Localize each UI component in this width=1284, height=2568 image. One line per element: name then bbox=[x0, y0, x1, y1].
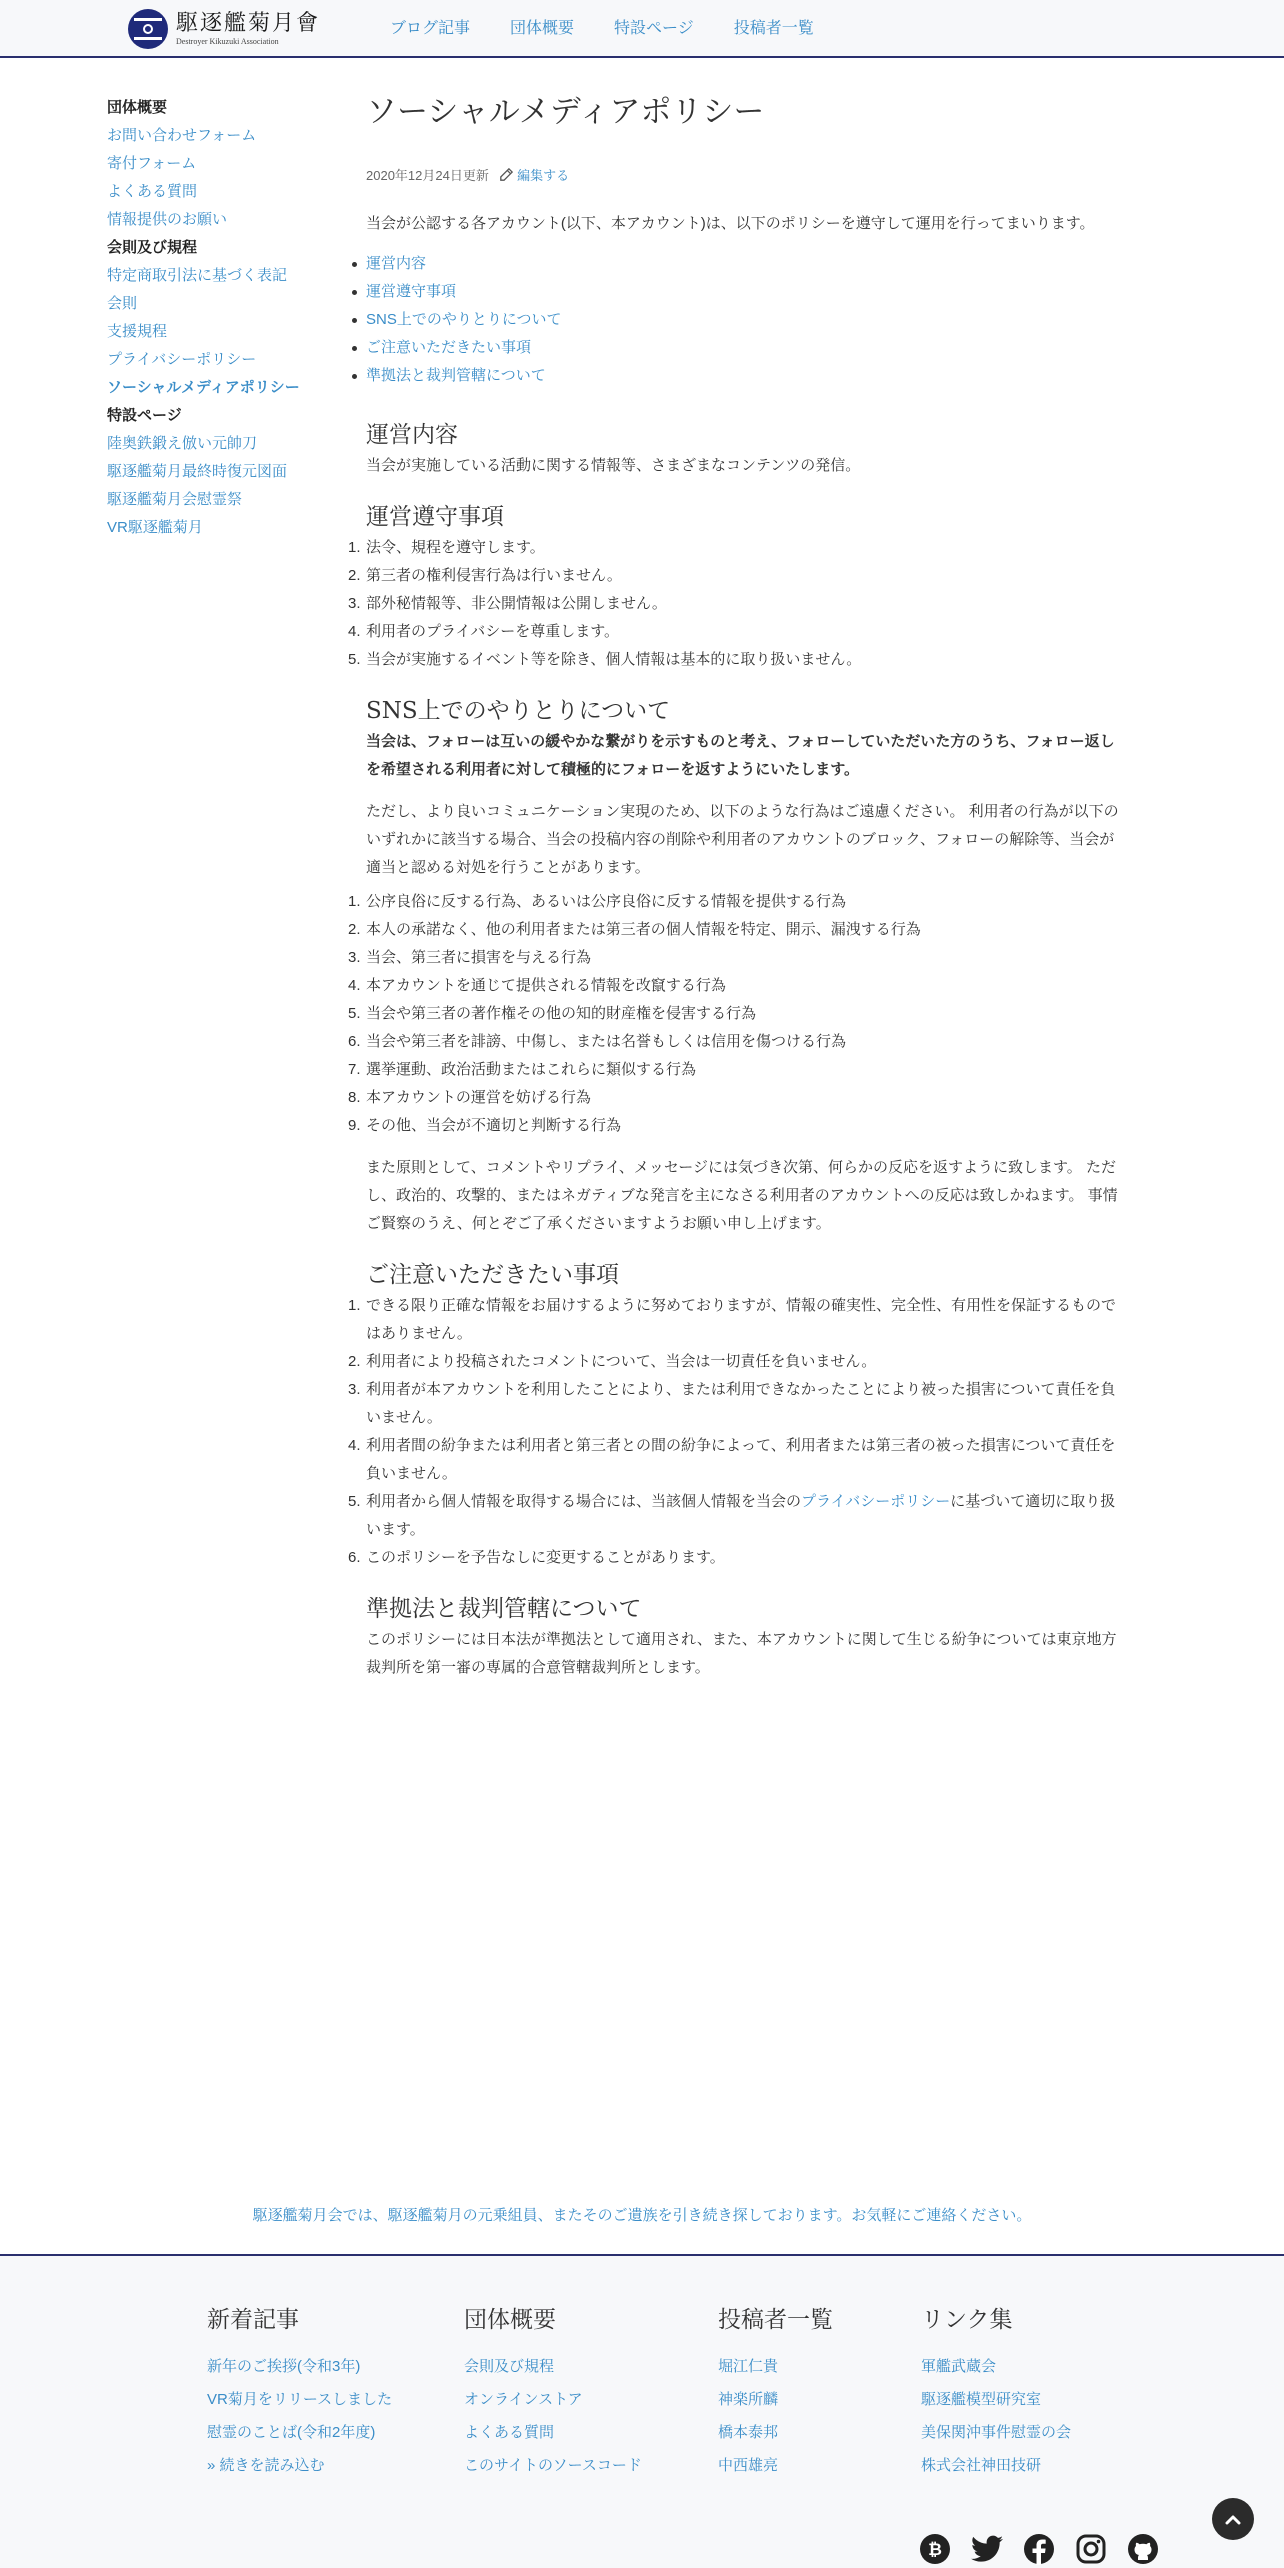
sidebar-item-social-policy[interactable]: ソーシャルメディアポリシー bbox=[107, 379, 300, 396]
list-item: このポリシーを予告なしに変更することがあります。 bbox=[366, 1549, 725, 1566]
footer-col-links bbox=[921, 2304, 1071, 2482]
svg-text:₿: ₿ bbox=[928, 2540, 942, 2560]
toc-item-operation[interactable]: 運営内容 bbox=[366, 255, 427, 272]
list-item: 利用者から個人情報を取得する場合には、当該個人情報を当会のプライバシーポリシーに基づいて適切に取り扱 います。 bbox=[366, 1493, 1116, 1538]
list-item: 本アカウントを通じて提供される情報を改竄する行為 bbox=[366, 977, 726, 994]
scroll-to-top-button[interactable] bbox=[1212, 2498, 1254, 2540]
list-item: 利用者により投稿されたコメントについて、当会は一切責任を負いません。 bbox=[366, 1353, 877, 1370]
list-item: 第三者の権利侵害行為は行いません。 bbox=[366, 567, 622, 584]
list-item: 利用者のプライバシーを尊重します。 bbox=[366, 623, 620, 640]
section-title-compliance: 運営遵守事項 bbox=[366, 504, 504, 530]
footer-heading: 投稿者一覧 bbox=[718, 2307, 833, 2333]
article bbox=[366, 88, 1170, 1682]
sidebar-item-sword[interactable]: 陸奥鉄鍛え倣い元帥刀 bbox=[107, 435, 258, 452]
sidebar-item-bylaws[interactable]: 会則 bbox=[107, 295, 138, 312]
github-icon[interactable] bbox=[1126, 2532, 1160, 2566]
list-item: 利用者間の紛争または利用者と第三者との間の紛争によって、利用者または第三者の被った損害について責任を 負いません。 bbox=[366, 1437, 1116, 1482]
section-title-notes: ご注意いただきたい事項 bbox=[366, 1262, 619, 1288]
footer-heading: リンク集 bbox=[921, 2307, 1013, 2333]
bitcoin-icon[interactable] bbox=[918, 2532, 952, 2566]
list-item: 当会や第三者を誹謗、中傷し、または名誉もしくは信用を傷つける行為 bbox=[366, 1033, 847, 1050]
list-item: できる限り正確な情報をお届けするように努めておりますが、情報の確実性、完全性、有用性を保証するもので はありません。 bbox=[366, 1297, 1117, 1342]
list-item: 公序良俗に反する行為、あるいは公序良俗に反する情報を提供する行為 bbox=[366, 893, 847, 910]
sidebar-item-contact[interactable]: お問い合わせフォーム bbox=[107, 127, 257, 144]
chevron-up-icon bbox=[1225, 2513, 1241, 2525]
footer-link[interactable]: このサイトのソースコード bbox=[464, 2457, 642, 2474]
instagram-icon[interactable] bbox=[1074, 2532, 1108, 2566]
footer-col-recent bbox=[207, 2304, 392, 2482]
footer-col-authors bbox=[718, 2304, 833, 2482]
toc-item-notes[interactable]: ご注意いただきたい事項 bbox=[366, 339, 532, 356]
footer-link[interactable]: 慰霊のことば(令和2年度) bbox=[207, 2424, 376, 2441]
footer-link[interactable]: 軍艦武蔵会 bbox=[921, 2358, 997, 2375]
updated-date: 2020年12月24日更新 bbox=[366, 168, 489, 183]
sidebar-item-support-rules[interactable]: 支援規程 bbox=[107, 323, 168, 340]
footer-link[interactable]: VR菊月をリリースしました bbox=[207, 2391, 393, 2408]
site-logo[interactable] bbox=[128, 6, 320, 52]
footer-link[interactable]: オンラインストア bbox=[464, 2391, 583, 2408]
list-item: その他、当会が不適切と判断する行為 bbox=[366, 1117, 622, 1134]
site-footer bbox=[0, 2254, 1284, 2568]
nav-blog[interactable]: ブログ記事 bbox=[390, 20, 471, 37]
article-meta bbox=[366, 166, 1170, 186]
footer-heading: 新着記事 bbox=[207, 2307, 299, 2333]
page-title: ソーシャルメディアポリシー bbox=[366, 94, 765, 130]
footer-link[interactable]: 橋本泰邦 bbox=[718, 2424, 779, 2441]
nav-about[interactable]: 団体概要 bbox=[510, 20, 575, 37]
prohibited-list bbox=[366, 888, 1170, 1140]
list-item: 部外秘情報等、非公開情報は公開しません。 bbox=[366, 595, 667, 612]
footer-col-about bbox=[464, 2304, 642, 2482]
sidebar bbox=[107, 94, 337, 542]
sidebar-heading-rules: 会則及び規程 bbox=[107, 239, 198, 256]
pencil-icon bbox=[500, 168, 513, 181]
footer-link[interactable]: 神楽所麟 bbox=[718, 2391, 779, 2408]
twitter-icon[interactable] bbox=[970, 2532, 1004, 2566]
sidebar-item-commerce-law[interactable]: 特定商取引法に基づく表記 bbox=[107, 267, 288, 284]
sidebar-heading-special: 特設ページ bbox=[107, 407, 182, 424]
sidebar-item-memorial[interactable]: 駆逐艦菊月会慰霊祭 bbox=[107, 491, 243, 508]
nav-authors[interactable]: 投稿者一覧 bbox=[733, 20, 814, 37]
sidebar-item-vr[interactable]: VR駆逐艦菊月 bbox=[107, 519, 203, 536]
toc-item-compliance[interactable]: 運営遵守事項 bbox=[366, 283, 457, 300]
privacy-policy-link[interactable]: プライバシーポリシー bbox=[801, 1493, 951, 1510]
site-header bbox=[0, 0, 1284, 58]
footer-link[interactable]: 美保関沖事件慰霊の会 bbox=[921, 2424, 1072, 2441]
intro-text: 当会が公認する各アカウント(以下、本アカウント)は、以下のポリシーを遵守して運用を行ってまいります。 bbox=[366, 215, 1095, 232]
list-item: 法令、規程を遵守します。 bbox=[366, 539, 545, 556]
section-title-law: 準拠法と裁判管轄について bbox=[366, 1596, 642, 1622]
list-item: 当会が実施するイベント等を除き、個人情報は基本的に取り扱いません。 bbox=[366, 651, 862, 668]
sidebar-item-drawings[interactable]: 駆逐艦菊月最終時復元図面 bbox=[107, 463, 288, 480]
list-item: 本人の承諾なく、他の利用者または第三者の個人情報を特定、開示、漏洩する行為 bbox=[366, 921, 921, 938]
footer-link[interactable]: 堀江仁貴 bbox=[718, 2358, 779, 2375]
footer-link[interactable]: 新年のご挨拶(令和3年) bbox=[207, 2358, 361, 2375]
section-text: 当会が実施している活動に関する情報等、さまざまなコンテンツの発信。 bbox=[366, 457, 861, 474]
list-item: 本アカウントの運営を妨げる行為 bbox=[366, 1089, 591, 1106]
sidebar-item-info-request[interactable]: 情報提供のお願い bbox=[107, 211, 228, 228]
facebook-icon[interactable] bbox=[1022, 2532, 1056, 2566]
list-item: 当会や第三者の著作権その他の知的財産権を侵害する行為 bbox=[366, 1005, 757, 1022]
edit-label: 編集する bbox=[517, 168, 570, 183]
logo-emblem-icon bbox=[128, 9, 168, 49]
recruit-notice: 駆逐艦菊月会では、駆逐艦菊月の元乗組員、またそのご遺族を引き続き探しております。お気軽にご連絡ください。 bbox=[252, 2207, 1032, 2224]
main-nav bbox=[390, 18, 854, 40]
toc-item-law[interactable]: 準拠法と裁判管轄について bbox=[366, 367, 546, 384]
list-item: 当会、第三者に損害を与える行為 bbox=[366, 949, 592, 966]
footer-link[interactable]: 駆逐艦模型研究室 bbox=[921, 2391, 1042, 2408]
sidebar-item-faq[interactable]: よくある質問 bbox=[107, 183, 198, 200]
law-text: このポリシーには日本法が準拠法として適用され、また、本アカウントに関して生じる紛争については東京地方 裁判所を第一審の専属的合意管轄裁判所とします。 bbox=[366, 1631, 1117, 1676]
logo-subtitle: Destroyer Kikuzuki Association bbox=[176, 37, 279, 46]
logo-title: 駆逐艦菊月會 bbox=[176, 11, 321, 36]
compliance-list bbox=[366, 534, 1170, 674]
notes-list bbox=[366, 1292, 1170, 1572]
footer-link[interactable]: 会則及び規程 bbox=[464, 2358, 555, 2375]
edit-link[interactable] bbox=[500, 168, 569, 183]
sidebar-heading-about: 団体概要 bbox=[107, 99, 168, 116]
sns-paragraph-2: また原則として、コメントやリプライ、メッセージには気づき次第、何らかの反応を返すように致します。 ただ し、政治的、攻撃的、またはネガティブな発言を主になさる利用者のアカウントへの反応は致しかねます。 事情 ご賢察のうえ、何とぞご了承くださいますようお願い申し上げます。 bbox=[366, 1159, 1118, 1232]
social-links bbox=[918, 2532, 1178, 2566]
section-title-sns: SNS上でのやりとりについて bbox=[366, 698, 671, 724]
section-title-operation: 運営内容 bbox=[366, 422, 458, 448]
footer-link[interactable]: 株式会社神田技研 bbox=[921, 2457, 1042, 2474]
nav-special[interactable]: 特設ページ bbox=[614, 20, 694, 37]
list-item: 利用者が本アカウントを利用したことにより、または利用できなかったことにより被った損害について責任を負 いません。 bbox=[366, 1381, 1116, 1426]
sns-paragraph: ただし、より良いコミュニケーション実現のため、以下のような行為はご遠慮ください。 利用者の行為が以下の いずれかに該当する場合、当会の投稿内容の削除や利用者のアカウントのブロック、フォローの解除等、当会が 適当と認める対処を行うことがあります。 bbox=[366, 803, 1119, 876]
sidebar-item-donation[interactable]: 寄付フォーム bbox=[107, 155, 197, 172]
footer-heading: 団体概要 bbox=[464, 2307, 556, 2333]
footer-link[interactable]: よくある質問 bbox=[464, 2424, 555, 2441]
footer-link[interactable]: » 続きを読み込む bbox=[207, 2457, 325, 2474]
toc-item-sns[interactable]: SNS上でのやりとりについて bbox=[366, 311, 562, 328]
footer-link[interactable]: 中西雄亮 bbox=[718, 2457, 779, 2474]
table-of-contents bbox=[366, 250, 1170, 390]
list-item: 選挙運動、政治活動またはこれらに類似する行為 bbox=[366, 1061, 697, 1078]
sns-bold-text: 当会は、フォローは互いの緩やかな繋がりを示すものと考え、フォローしていただいた方のうち、フォロー返し を希望される利用者に対して積極的にフォローを返すようにいたします。 bbox=[366, 733, 1115, 778]
sidebar-item-privacy[interactable]: プライバシーポリシー bbox=[107, 351, 257, 368]
